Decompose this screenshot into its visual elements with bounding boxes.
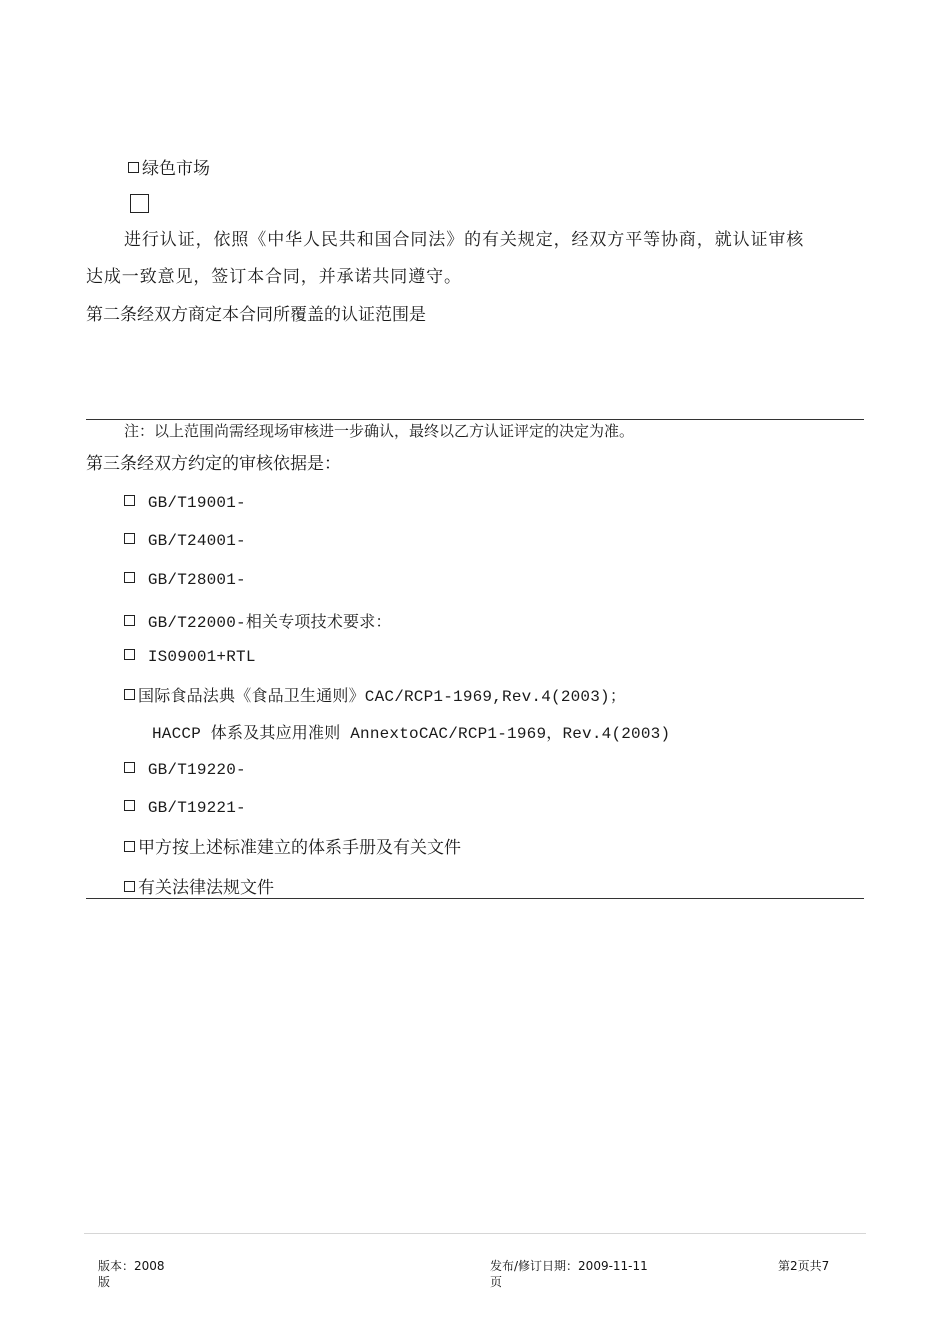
checkbox-icon[interactable] xyxy=(124,615,135,626)
checkbox-icon[interactable] xyxy=(124,649,135,660)
footer-divider xyxy=(84,1233,866,1234)
checkbox-icon[interactable] xyxy=(124,762,135,773)
paragraph-line-1: 进行认证，依照《中华人民共和国合同法》的有关规定，经双方平等协商，就认证审核 xyxy=(124,230,805,250)
basis-item: 甲方按上述标准建立的体系手册及有关文件 xyxy=(124,837,461,859)
article3-title: 第三条经双方约定的审核依据是： xyxy=(86,454,341,474)
basis-item: GB/T19220- xyxy=(124,761,246,779)
checkbox-icon[interactable] xyxy=(124,881,135,892)
basis-item: GB/T22000-相关专项技术要求： xyxy=(124,609,392,632)
scope-underline xyxy=(86,419,864,420)
checkbox-icon[interactable] xyxy=(124,572,135,583)
basis-item: GB/T24001- xyxy=(124,532,246,550)
paragraph-line-2: 达成一致意见，签订本合同，并承诺共同遵守。 xyxy=(86,267,462,287)
checkbox-icon[interactable] xyxy=(124,841,135,852)
basis-item: GB/T28001- xyxy=(124,571,246,589)
checkbox-icon[interactable] xyxy=(124,533,135,544)
scope-note: 注：以上范围尚需经现场审核进一步确认，最终以乙方认证评定的决定为准。 xyxy=(124,422,635,440)
footer-date: 发布/修订日期：2009-11-11页 xyxy=(490,1259,648,1289)
basis-item: IS09001+RTL xyxy=(124,648,256,666)
option-green-market: 绿色市场 xyxy=(128,158,210,180)
haccp-line: HACCP 体系及其应用准则 AnnextoCAC/RCP1-1969，Rev.4(2003) xyxy=(152,725,671,743)
basis-item: 有关法律法规文件 xyxy=(124,877,274,899)
basis-item: GB/T19001- xyxy=(124,494,246,512)
checkbox-icon[interactable] xyxy=(130,194,149,213)
basis-item: GB/T19221- xyxy=(124,799,246,817)
checkbox-icon[interactable] xyxy=(124,689,135,700)
checkbox-icon[interactable] xyxy=(128,162,139,173)
checkbox-icon[interactable] xyxy=(124,800,135,811)
basis-underline xyxy=(86,898,864,899)
basis-item: 国际食品法典《食品卫生通则》CAC/RCP1-1969,Rev.4(2003)； xyxy=(124,683,626,706)
article2-title: 第二条经双方商定本合同所覆盖的认证范围是 xyxy=(86,305,426,325)
footer-page: 第2页共7 xyxy=(778,1259,830,1273)
footer-version: 版本：2008版 xyxy=(98,1259,165,1289)
checkbox-icon[interactable] xyxy=(124,495,135,506)
